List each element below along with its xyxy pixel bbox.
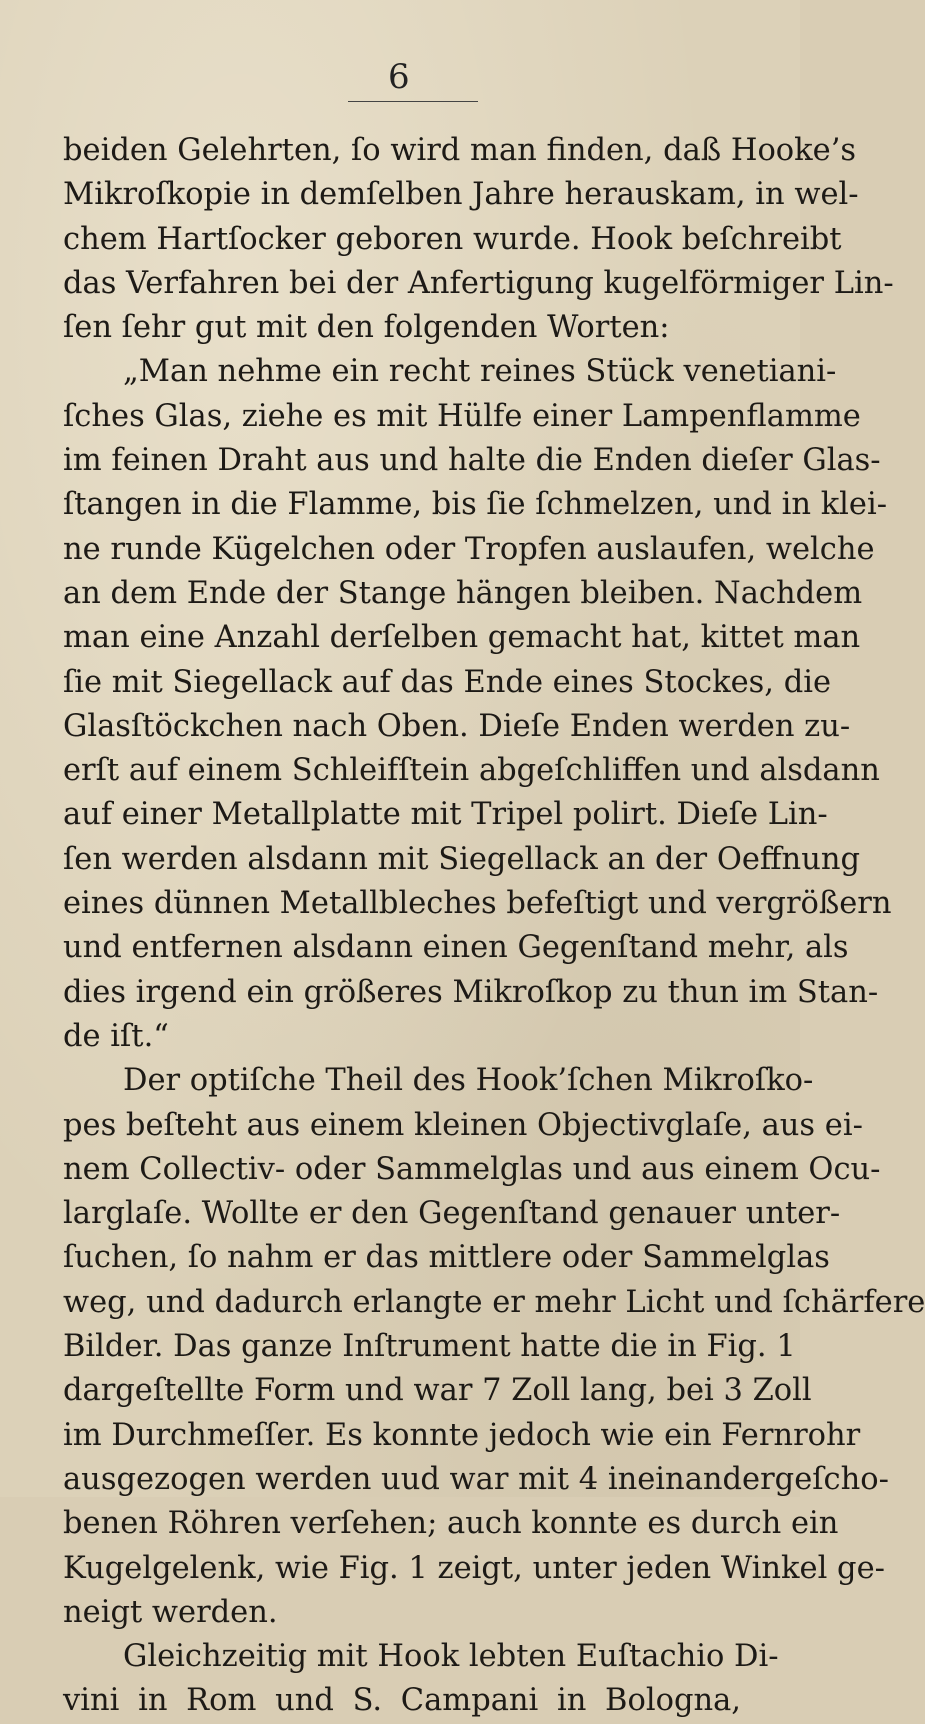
text-line: dargeſtellte Form und war 7 Zoll lang, bei 3 Zoll	[63, 1373, 812, 1409]
text-line: ausgezogen werden uud war mit 4 ineinandergeſcho-	[63, 1461, 889, 1497]
text-line: pes beſteht aus einem kleinen Objectivglaſe, aus ei-	[63, 1107, 863, 1143]
text-line: Gleichzeitig mit Hook lebten Euſtachio Di-	[123, 1639, 779, 1675]
text-line: dies irgend ein größeres Mikroſkop zu thun im Stan-	[63, 974, 879, 1010]
header-rule	[348, 101, 478, 102]
text-line: im Durchmeſſer. Es konnte jedoch wie ein Fernrohr	[63, 1417, 861, 1453]
text-line: Glasſtöckchen nach Oben. Dieſe Enden werden zu-	[63, 708, 851, 744]
page-number: 6	[388, 57, 410, 97]
text-line: eines dünnen Metallbleches befeſtigt und vergrößern	[63, 886, 892, 922]
text-line: ſtangen in die Flamme, bis ſie ſchmelzen, und in klei-	[63, 487, 888, 523]
text-line: im feinen Draht aus und halte die Enden dieſer Glas-	[63, 443, 881, 479]
text-line: erſt auf einem Schleifſtein abgeſchliffen und alsdann	[63, 753, 880, 789]
text-line: Mikroſkopie in demſelben Jahre herauskam, in wel-	[63, 177, 859, 213]
text-line: neigt werden.	[63, 1594, 278, 1630]
text-line: chem Hartſocker geboren wurde. Hook beſchreibt	[63, 221, 842, 257]
text-line: das Verfahren bei der Anfertigung kugelförmiger Lin-	[63, 265, 894, 301]
text-line: ſie mit Siegellack auf das Ende eines Stockes, die	[63, 664, 832, 700]
text-line: ſen werden alsdann mit Siegellack an der Oeffnung	[63, 841, 861, 877]
text-line: ſches Glas, ziehe es mit Hülfe einer Lampenflamme	[63, 398, 861, 434]
text-line: ſuchen, ſo nahm er das mittlere oder Sammelglas	[63, 1240, 830, 1276]
text-line: auf einer Metallplatte mit Tripel polirt. Dieſe Lin-	[63, 797, 828, 833]
text-line: man eine Anzahl derſelben gemacht hat, kittet man	[63, 620, 861, 656]
text-line: „Man nehme ein recht reines Stück venetiani-	[123, 354, 837, 390]
text-line: Bilder. Das ganze Inſtrument hatte die in Fig. 1	[63, 1329, 796, 1365]
body-text	[63, 129, 925, 1724]
text-line: beiden Gelehrten, ſo wird man finden, daß Hooke’s	[63, 133, 857, 168]
text-line: ſen ſehr gut mit den folgenden Worten:	[63, 310, 670, 346]
text-line: weg, und dadurch erlangte er mehr Licht und ſchärfere	[63, 1284, 925, 1320]
text-line: de iſt.“	[63, 1018, 169, 1054]
text-line: benen Röhren verſehen; auch konnte es durch ein	[63, 1506, 839, 1542]
text-line: vini in Rom und S. Campani in Bologna,	[63, 1683, 741, 1719]
text-line: larglaſe. Wollte er den Gegenſtand genauer unter-	[63, 1196, 841, 1232]
text-line: Der optiſche Theil des Hook’ſchen Mikroſko-	[123, 1063, 814, 1099]
text-line: an dem Ende der Stange hängen bleiben. Nachdem	[63, 575, 863, 611]
text-line: ne runde Kügelchen oder Tropfen auslaufen, welche	[63, 531, 875, 567]
text-line: nem Collectiv- oder Sammelglas und aus einem Ocu-	[63, 1151, 881, 1187]
text-line: Kugelgelenk, wie Fig. 1 zeigt, unter jeden Winkel ge-	[63, 1550, 885, 1586]
text-line: und entfernen alsdann einen Gegenſtand mehr, als	[63, 930, 849, 966]
